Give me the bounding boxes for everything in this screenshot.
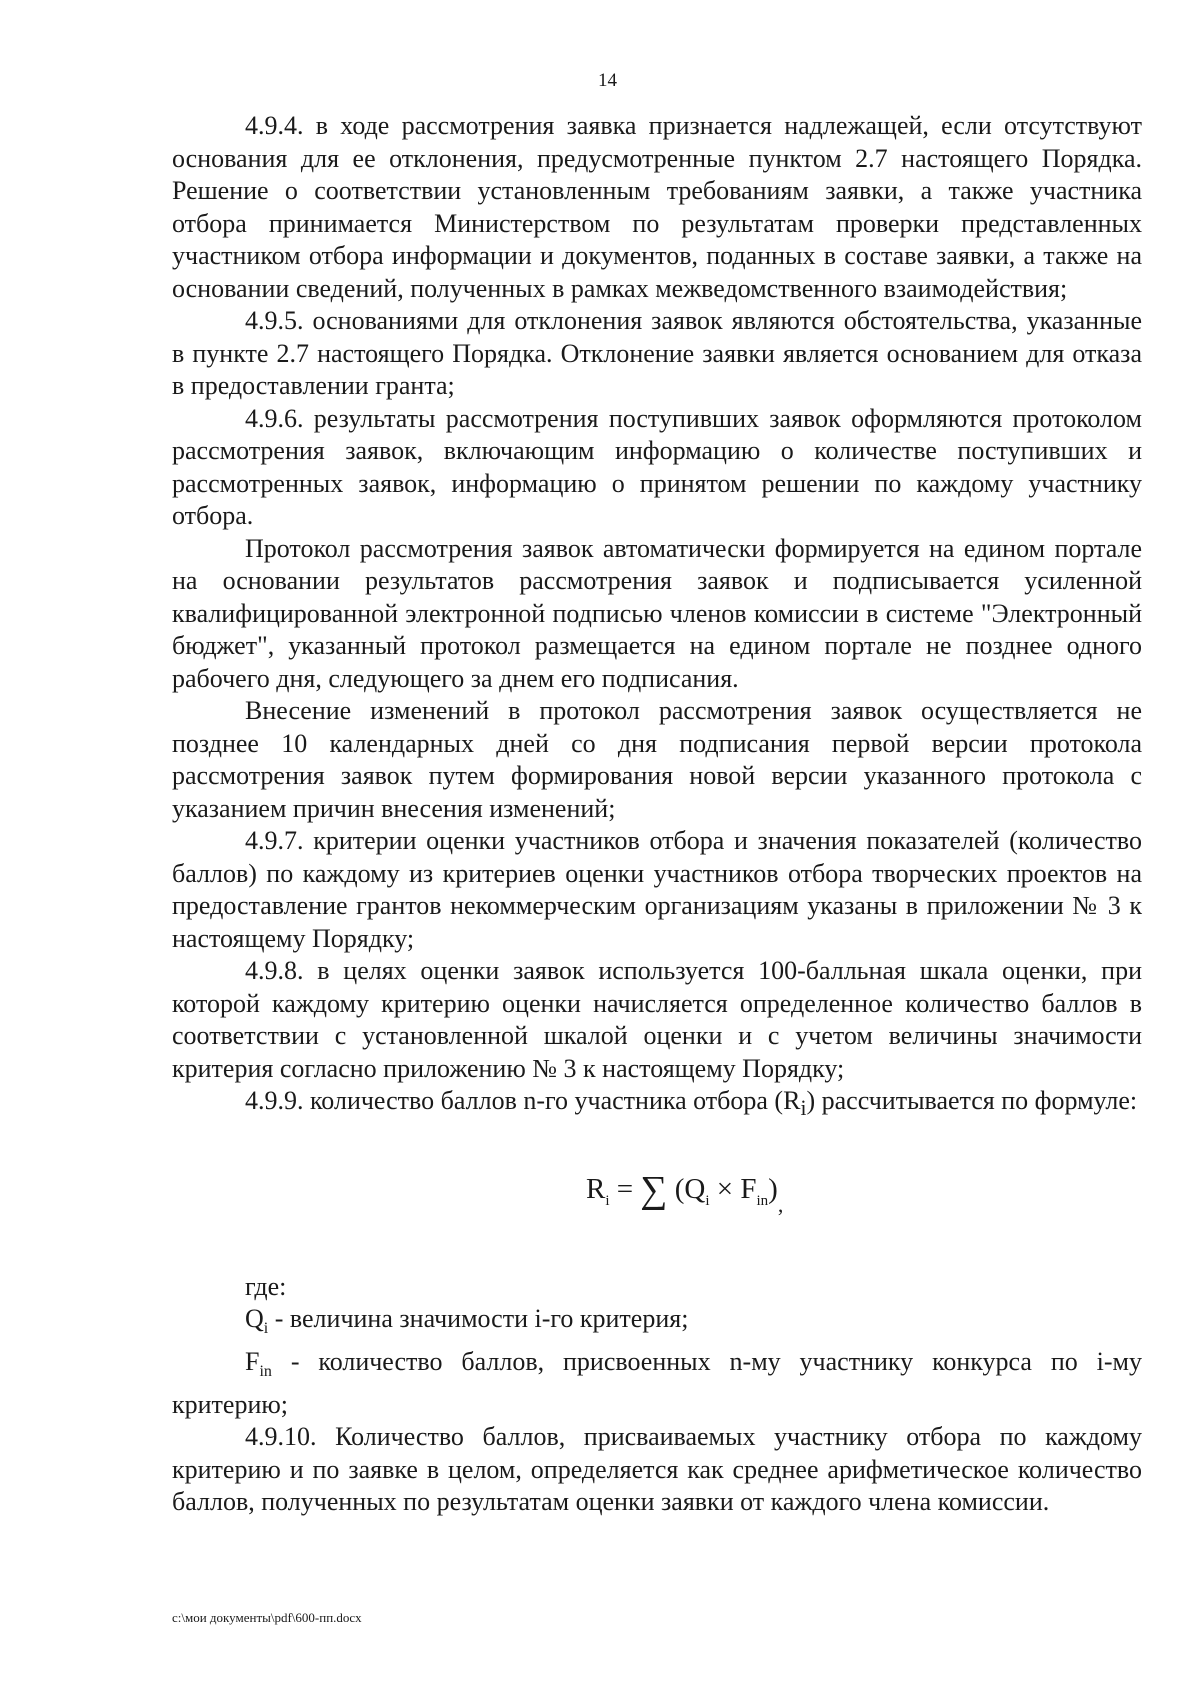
formula-sigma: ∑ xyxy=(640,1168,668,1211)
paragraph-4-9-10: 4.9.10. Количество баллов, присваиваемых участнику отбора по каждому критерию и по заявке в целом, определяется как среднее арифметическое количество баллов, полученных по результатам оценки заявки от каждого члена комиссии. xyxy=(172,1422,1142,1517)
formula-comma: , xyxy=(777,1191,784,1217)
definition-q-symbol: Q xyxy=(245,1304,264,1334)
paragraph-4-9-7: 4.9.7. критерии оценки участников отбора и значения показателей (количество баллов) по каждому из критериев оценки участников отбора творческих проектов на предоставление грантов некоммерческим организациям указаны в приложении № 3 к настоящему Порядку; xyxy=(172,826,1142,953)
para-4-9-9-after: ) рассчитывается по формуле: xyxy=(806,1086,1138,1115)
paragraph-4-9-8: 4.9.8. в целях оценки заявок используется 100-балльная шкала оценки, при которой каждому критерию оценки начисляется определенное количество баллов в соответствии с установленной шкалой оценки и с учетом величины значимости критерия согласно приложению № 3 к настоящему Порядку; xyxy=(172,956,1142,1083)
definition-q-sub: i xyxy=(263,1320,269,1338)
definition-f-symbol: F xyxy=(245,1346,260,1376)
formula-r-sub: i xyxy=(605,1192,610,1209)
formula-f-sub: in xyxy=(756,1192,769,1209)
paragraph-amendments: Внесение изменений в протокол рассмотрения заявок осуществляется не позднее 10 календарных дней со дня подписания первой версии протокола рассмотрения заявок путем формирования новой версии указанного протокола с указанием причин внесения изменений; xyxy=(172,696,1142,823)
paragraph-protocol: Протокол рассмотрения заявок автоматически формируется на едином портале на основании результатов рассмотрения заявок и подписывается усиленной квалифицированной электронной подписью членов комиссии в системе "Электронный бюджет", указанный протокол размещается на едином портале не позднее одного рабочего дня, следующего за днем его подписания. xyxy=(172,533,1142,693)
document-body xyxy=(172,110,1142,1519)
formula-open: (Q xyxy=(667,1172,706,1205)
paragraph-4-9-6: 4.9.6. результаты рассмотрения поступивших заявок оформляются протоколом рассмотрения заявок, включающим информацию о количестве поступивших и рассмотренных заявок, информацию о принятом решении по каждому участнику отбора. xyxy=(172,403,1142,530)
footer-file-path: c:\мои документы\pdf\600-пп.docx xyxy=(172,1610,362,1625)
para-4-9-9-sub: i xyxy=(800,1096,807,1121)
formula-times: × F xyxy=(709,1172,757,1205)
formula-r: R xyxy=(586,1172,606,1205)
definition-f-text: - количество баллов, присвоенных n-му участнику конкурса по i-му критерию; xyxy=(172,1346,1142,1419)
definition-q-text: - величина значимости i-го критерия; xyxy=(268,1304,689,1334)
definitions-intro: где: xyxy=(245,1271,287,1301)
page-number: 14 xyxy=(598,70,617,91)
formula-q-sub: i xyxy=(705,1192,710,1209)
formula-expression xyxy=(586,1168,784,1222)
definition-f xyxy=(172,1346,1142,1421)
paragraph-4-9-9 xyxy=(172,1085,1142,1125)
definition-q xyxy=(172,1303,1142,1346)
formula-definitions xyxy=(172,1271,1142,1421)
formula-eq: = xyxy=(609,1172,641,1205)
para-4-9-9-before: 4.9.9. количество баллов n-го участника отбора (R xyxy=(245,1086,801,1115)
paragraph-4-9-4: 4.9.4. в ходе рассмотрения заявка признается надлежащей, если отсутствуют основания для ее отклонения, предусмотренные пунктом 2.7 настоящего Порядка. Решение о соответствии установленным требованиям заявки, а также участника отбора принимается Министерством по результатам проверки представленных участником отбора информации и документов, поданных в составе заявки, а также на основании сведений, полученных в рамках межведомственного взаимодействия; xyxy=(172,111,1142,303)
definition-f-sub: in xyxy=(259,1363,272,1381)
paragraph-4-9-5: 4.9.5. основаниями для отклонения заявок являются обстоятельства, указанные в пункте 2.7 настоящего Порядка. Отклонение заявки является основанием для отказа в предоставлении гранта; xyxy=(172,306,1142,400)
formula-close: ) xyxy=(768,1172,778,1205)
score-formula xyxy=(172,1125,1142,1271)
